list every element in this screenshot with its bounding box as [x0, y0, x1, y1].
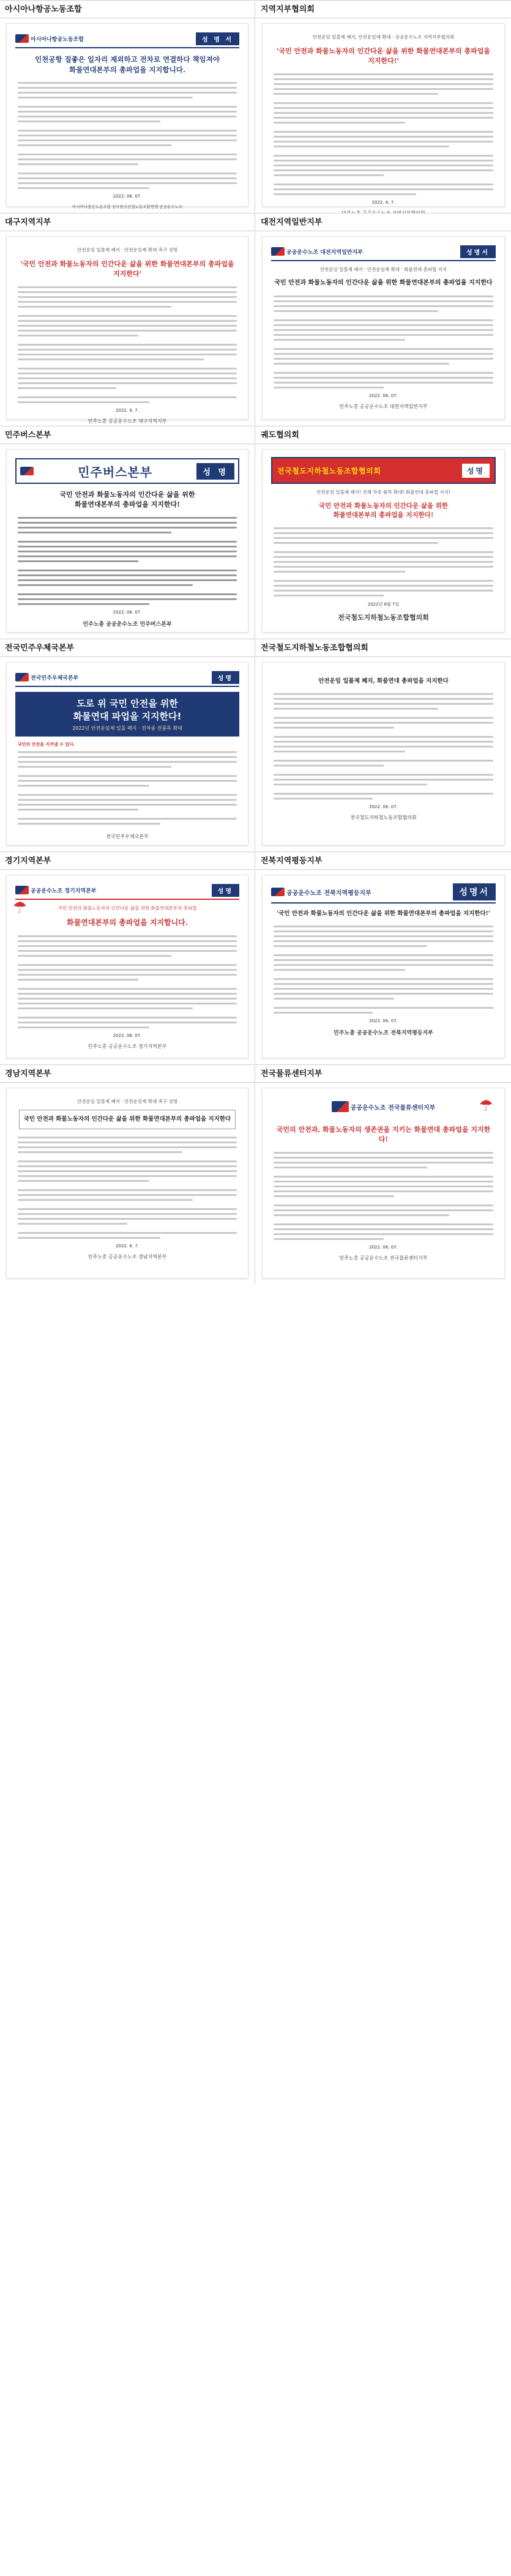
cell-democratic-bus-division	[0, 426, 255, 639]
statement-subtitle: 안전운임 일몰제 폐지 · 안전운임제 확대 · 화물연대 총파업 지지	[319, 267, 447, 272]
statement-signature: 민주노총 공공운수노조 대구지역지부	[88, 418, 167, 424]
cell-header: 전북지역평등지부	[256, 852, 511, 870]
letterhead	[271, 1094, 496, 1119]
umbrella-icon: ☂	[479, 1097, 493, 1115]
statement-badge: 성 명	[196, 463, 234, 480]
statement-document	[6, 449, 248, 633]
statement-document	[6, 662, 248, 845]
cell-daegu-branch	[0, 213, 255, 426]
letterhead	[271, 243, 496, 261]
cell-header: 경기지역본부	[0, 852, 255, 870]
letterhead	[271, 882, 496, 904]
statement-badge: 성명	[462, 464, 490, 478]
highlight-headline: 도로 위 국민 안전을 위한 화물연대 파업을 지지한다!	[73, 698, 182, 722]
cell-header: 대전지역일반지부	[256, 213, 511, 231]
statement-title: 화물연대본부의 총파업을 지지합니다.	[66, 918, 188, 927]
statement-signature: 민주노총 공공운수노조 경남지역본부	[88, 1253, 167, 1260]
union-logo-icon	[20, 467, 34, 475]
statement-title: 안전운임 일몰제 폐지, 화물연대 총파업을 지지한다	[318, 678, 449, 685]
union-logo-icon	[271, 247, 285, 256]
statement-body	[274, 926, 493, 1014]
statement-body	[274, 1152, 493, 1240]
statement-signature: 전국철도지하철노동조합협의회	[350, 814, 417, 820]
statement-date: 2022. 06. 07.	[369, 1018, 398, 1023]
cell-jeonbuk-equality-branch	[256, 852, 511, 1064]
statement-body	[18, 1137, 237, 1239]
statement-body	[274, 693, 493, 800]
union-logo-icon	[271, 888, 285, 896]
statement-date: 2022. 06. 07.	[113, 609, 142, 615]
union-logo: 공공운수노조 전북지역평등지부	[271, 888, 371, 897]
cell-header: 전국민주우체국본부	[0, 639, 255, 657]
letterhead	[15, 669, 239, 687]
statement-document	[262, 875, 505, 1058]
statement-date: 2022년 6월 7일	[367, 602, 400, 607]
council-banner	[271, 457, 496, 484]
statement-signature: 민주노총 공공운수노조 전국물류센터지부	[339, 1255, 428, 1261]
statement-body	[274, 73, 493, 195]
union-logo-icon	[15, 34, 29, 43]
umbrella-icon: ☂	[13, 899, 28, 917]
statement-title: '국민 안전과 화물노동자의 인간다운 삶을 위한 화물연대본부의 총파업을 지지한다!'	[277, 910, 490, 917]
statement-date: 2022. 06. 07.	[369, 804, 398, 809]
cell-asiana-union	[0, 0, 255, 213]
union-logo: 공공운수노조 전국물류센터지부	[332, 1101, 436, 1112]
statement-badge: 성 명 서	[196, 32, 239, 45]
union-logo: 전국민주우체국본부	[15, 673, 78, 681]
statement-body	[274, 527, 493, 596]
statement-badge: 성명	[212, 884, 239, 897]
statement-document	[262, 1088, 505, 1279]
cell-header: 아시아나항공노동조합	[0, 0, 255, 18]
cell-header: 전국철도지하철노동조합협의회	[256, 639, 511, 657]
cell-header: 경남지역본부	[0, 1064, 255, 1083]
statement-title: 인천공항 질좋은 일자리 제외하고 전차로 연결하다 책임져야 화물연대본부의 총파업을 지지합니다.	[35, 55, 220, 74]
statement-body	[18, 935, 237, 1028]
statement-signature: 전국철도지하철노동조합협의회	[338, 614, 429, 622]
cell-gyeongnam-regional-division	[0, 1064, 255, 1285]
statement-document	[6, 236, 248, 424]
statement-document	[6, 875, 248, 1058]
statement-title: '국민 안전과 화물노동자의 인간다운 삶을 위한 화물연대본부의 총파업을 지지한다'	[20, 260, 234, 278]
cell-header: 전국물류센터지부	[256, 1064, 511, 1083]
division-name: 민주버스본부	[78, 464, 153, 480]
statement-title: 국민 안전과 화물노동자의 인간다운 삶을 위한 화물연대본부의 총파업을 지지한다!	[319, 502, 448, 519]
statement-signature: 아시아나항공노동조합 전국항공산업노동조합연맹 공공운수노조	[72, 204, 182, 210]
statement-document	[262, 23, 505, 207]
statement-subtitle: 안전운임 일몰제 폐지, 안전운임제 확대 · 공공운수노조 지역지부협의회	[312, 34, 455, 40]
union-logo-icon	[332, 1101, 349, 1112]
statement-signature: 민주노총 공공운수노조 경기지역본부	[88, 1044, 167, 1050]
statement-badge: 성명서	[460, 245, 496, 258]
cell-democratic-post-office	[0, 639, 255, 852]
statement-highlight	[15, 692, 239, 737]
statement-date: 2022. 06. 07.	[369, 393, 398, 398]
statement-date: 2022. 6. 7.	[116, 407, 139, 413]
statement-document	[262, 449, 505, 633]
statement-subtitle: 안전운임 일몰제 폐지 · 안전운임제 확대 촉구 성명	[77, 247, 177, 253]
statement-subtitle: 국민 안전과 화물노동자의 인간다운 삶을 위한 화물연대본부의 총파업	[58, 905, 197, 911]
statement-badge: 성명	[212, 671, 239, 684]
statement-document	[262, 662, 505, 845]
statement-body	[18, 517, 237, 605]
statement-date: 2022. 06. 07.	[369, 1244, 398, 1250]
statement-title: 국민 안전과 화물노동자의 인간다운 삶을 위한 화물연대본부의 총파업을 지지한다!	[59, 491, 195, 508]
red-emphasis-text: 국민의 안전을 지켜낼 수 있다.	[18, 742, 75, 747]
cell-rail-subway-council	[256, 426, 511, 639]
cell-regional-branch-council	[256, 0, 511, 213]
cell-gyeonggi-regional-division	[0, 852, 255, 1064]
statement-title: 국민 안전과 화물노동자의 인간다운 삶을 위한 화물연대본부의 총파업을 지지한다	[19, 1110, 236, 1129]
statement-signature: 민주노총 공공운수노조 민주버스본부	[83, 621, 172, 628]
statement-title: 국민 안전과 화물노동자의 인간다운 삶을 위한 화물연대본부의 총파업을 지지한다	[274, 280, 493, 286]
statement-date: 2022. 06. 07.	[113, 1033, 142, 1039]
letterhead	[15, 30, 239, 48]
statement-signature: 민주노총 공공운수노조 전북지역평등지부	[334, 1030, 433, 1036]
council-name: 전국철도지하철노동조합협의회	[277, 466, 381, 475]
cell-rail-subway-union-council	[256, 639, 511, 852]
statement-document	[262, 236, 505, 420]
statement-title: '국민 안전과 화물노동자의 인간다운 삶을 위한 화물연대본부의 총파업을 지지한다!'	[277, 47, 490, 65]
cell-header: 궤도협의회	[256, 426, 511, 444]
statement-body	[274, 295, 493, 388]
statement-document	[6, 23, 248, 210]
statement-date: 2022. 6. 7.	[116, 1243, 139, 1249]
cell-national-logistics-center-branch	[256, 1064, 511, 1285]
statement-signature: 전국민주우체국본부	[106, 834, 149, 839]
cell-daejeon-general-branch	[256, 213, 511, 426]
union-logo-icon	[15, 673, 29, 681]
statement-date: 2022. 6. 7.	[371, 199, 395, 205]
union-logo-icon	[15, 886, 29, 894]
highlight-subline: 2022년 안전운임제 일몰 폐지 · 전차종 전품목 확대	[72, 726, 182, 731]
statement-subtitle: 안전운임 일몰제 폐지! 전체 차종·품목 확대! 화물연대 총파업 지지!	[316, 489, 450, 495]
statement-subtitle: 안전운임 일몰제 폐지 · 안전운임제 확대 촉구 성명	[77, 1099, 177, 1104]
statement-date: 2022. 06. 07.	[113, 194, 142, 199]
cell-header: 민주버스본부	[0, 426, 255, 444]
statement-title: 국민의 안전과, 화물노동자의 생존권을 지키는 화물연대 총파업을 지지한다!	[276, 1126, 491, 1143]
union-logo: 공공운수노조 경기지역본부	[15, 886, 96, 894]
cell-header: 지역지부협의회	[256, 0, 511, 18]
statement-body	[18, 82, 237, 189]
cell-header: 대구지역지부	[0, 213, 255, 231]
statement-body	[18, 751, 237, 825]
statement-signature: 민주노총 공공운수노조 대전지역일반지부	[339, 403, 428, 409]
union-logo: 공공운수노조 대전지역일반지부	[271, 247, 363, 256]
letterhead	[15, 882, 239, 900]
union-logo: 아시아나항공노동조합	[15, 34, 84, 43]
statement-document	[6, 1088, 248, 1279]
division-banner	[15, 458, 239, 484]
statement-body	[18, 286, 237, 403]
statement-badge: 성명서	[453, 883, 496, 900]
